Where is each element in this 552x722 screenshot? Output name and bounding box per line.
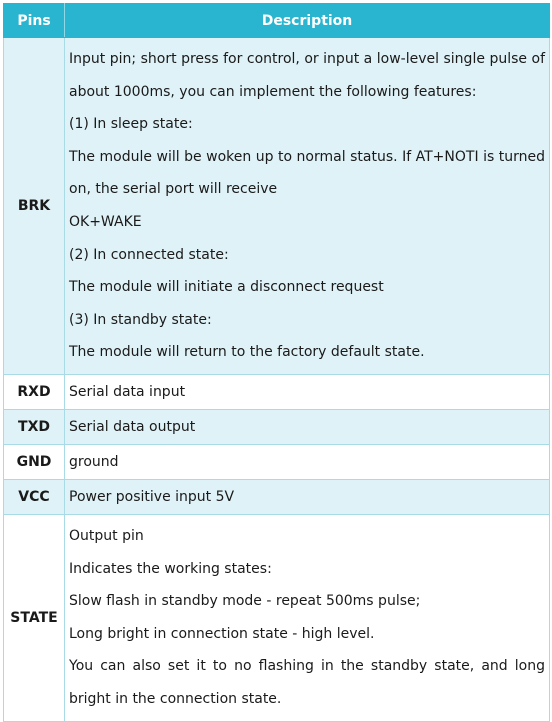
description-line: Serial data output xyxy=(69,418,196,435)
table-row-vcc xyxy=(4,479,550,514)
description-line: Slow flash in standby mode - repeat 500ms pulse; xyxy=(69,593,421,610)
table-row-state xyxy=(4,514,550,721)
table-row-rxd xyxy=(4,374,550,409)
table-row-gnd xyxy=(4,444,550,479)
pin-description xyxy=(65,38,550,375)
pin-description xyxy=(65,374,550,409)
description-line: The module will return to the factory default state. xyxy=(69,344,425,361)
description-line: (3) In standby state: xyxy=(69,311,212,328)
description-line: Power positive input 5V xyxy=(69,488,235,505)
description-line: Long bright in connection state - high level. xyxy=(69,625,375,642)
table-row-txd xyxy=(4,409,550,444)
pin-name: VCC xyxy=(4,479,65,514)
pin-name: BRK xyxy=(4,38,65,375)
pin-description xyxy=(65,444,550,479)
table-row-brk xyxy=(4,38,550,375)
header-pins: Pins xyxy=(4,4,65,38)
description-line: ground xyxy=(69,453,119,470)
description-line: You can also set it to no flashing in the standby state, and long bright in the connection state. xyxy=(69,658,545,707)
description-line: (1) In sleep state: xyxy=(69,116,193,133)
pin-name: STATE xyxy=(4,514,65,721)
description-line: The module will initiate a disconnect request xyxy=(69,279,384,296)
table-header-row xyxy=(4,4,550,38)
description-line: OK+WAKE xyxy=(69,213,142,230)
description-line: Input pin; short press for control, or input a low-level single pulse of about 1000ms, you can implement the following features: xyxy=(69,51,545,100)
pin-description-table xyxy=(3,3,550,722)
pin-name: RXD xyxy=(4,374,65,409)
description-line: (2) In connected state: xyxy=(69,246,229,263)
pin-name: GND xyxy=(4,444,65,479)
pin-description xyxy=(65,514,550,721)
description-line: Output pin xyxy=(69,527,144,544)
description-line: Indicates the working states: xyxy=(69,560,272,577)
header-description: Description xyxy=(65,4,550,38)
pin-name: TXD xyxy=(4,409,65,444)
description-line: The module will be woken up to normal status. If AT+NOTI is turned on, the serial port will receive xyxy=(69,148,545,198)
pin-description xyxy=(65,409,550,444)
pin-description xyxy=(65,479,550,514)
description-line: Serial data input xyxy=(69,383,186,400)
